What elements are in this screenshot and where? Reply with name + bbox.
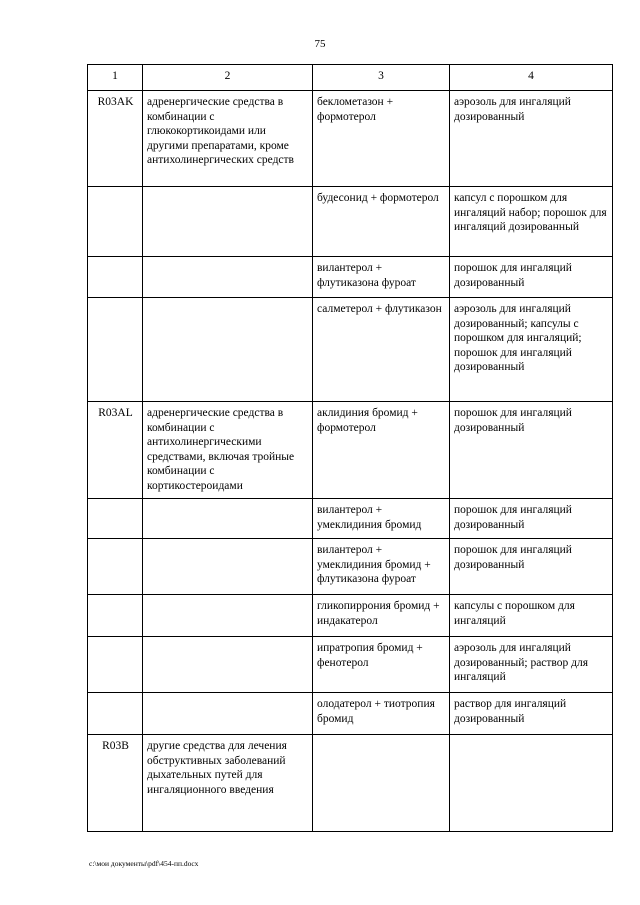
dosage-form-cell: капсул с порошком для ингаляций набор; порошок для ингаляций дозированный	[450, 187, 613, 257]
table-row	[88, 637, 613, 693]
table-row	[88, 257, 613, 298]
dosage-form-cell: порошок для ингаляций дозированный	[450, 257, 613, 298]
dosage-form-cell: аэрозоль для ингаляций дозированный; капсулы с порошком для ингаляций; порошок для ингаляций дозированный	[450, 298, 613, 402]
group-description-cell	[143, 595, 313, 637]
group-description-cell: адренергические средства в комбинации с антихолинергическими средствами, включая тройные комбинации с кортикостероидами	[143, 402, 313, 499]
page-number: 75	[314, 38, 326, 50]
atc-code-cell	[88, 187, 143, 257]
drug-name-cell: вилантерол + умеклидиния бромид + флутиказона фуроат	[313, 539, 450, 595]
table-row	[88, 298, 613, 402]
column-header: 4	[450, 65, 613, 91]
dosage-form-cell: порошок для ингаляций дозированный	[450, 402, 613, 499]
dosage-form-cell: аэрозоль для ингаляций дозированный	[450, 91, 613, 187]
atc-code-cell	[88, 257, 143, 298]
drug-name-cell: ипратропия бромид + фенотерол	[313, 637, 450, 693]
group-description-cell: адренергические средства в комбинации с глюкокортикоидами или другими препаратами, кроме антихолинергических средств	[143, 91, 313, 187]
group-description-cell	[143, 693, 313, 735]
table-header-row	[88, 65, 613, 91]
atc-code-cell: R03AK	[88, 91, 143, 187]
group-description-cell	[143, 637, 313, 693]
table-row	[88, 735, 613, 832]
group-description-cell	[143, 539, 313, 595]
table-body	[88, 91, 613, 832]
column-header: 2	[143, 65, 313, 91]
table-row	[88, 91, 613, 187]
dosage-form-cell	[450, 735, 613, 832]
dosage-form-cell: порошок для ингаляций дозированный	[450, 499, 613, 539]
dosage-form-cell: капсулы с порошком для ингаляций	[450, 595, 613, 637]
dosage-form-cell: раствор для ингаляций дозированный	[450, 693, 613, 735]
table-row	[88, 499, 613, 539]
atc-code-cell	[88, 499, 143, 539]
table-row	[88, 595, 613, 637]
table-row	[88, 187, 613, 257]
drug-name-cell: вилантерол + флутиказона фуроат	[313, 257, 450, 298]
drug-table	[87, 64, 613, 832]
group-description-cell	[143, 499, 313, 539]
drug-name-cell: олодатерол + тиотропия бромид	[313, 693, 450, 735]
drug-name-cell: беклометазон + формотерол	[313, 91, 450, 187]
atc-code-cell	[88, 298, 143, 402]
table-row	[88, 693, 613, 735]
dosage-form-cell: аэрозоль для ингаляций дозированный; раствор для ингаляций	[450, 637, 613, 693]
drug-name-cell: аклидиния бромид + формотерол	[313, 402, 450, 499]
atc-code-cell	[88, 693, 143, 735]
dosage-form-cell: порошок для ингаляций дозированный	[450, 539, 613, 595]
atc-code-cell: R03B	[88, 735, 143, 832]
column-header: 3	[313, 65, 450, 91]
group-description-cell	[143, 298, 313, 402]
group-description-cell	[143, 187, 313, 257]
column-header: 1	[88, 65, 143, 91]
atc-code-cell	[88, 637, 143, 693]
drug-name-cell: гликопиррония бромид + индакатерол	[313, 595, 450, 637]
table-row	[88, 539, 613, 595]
atc-code-cell	[88, 539, 143, 595]
table-row	[88, 402, 613, 499]
group-description-cell	[143, 257, 313, 298]
drug-name-cell: салметерол + флутиказон	[313, 298, 450, 402]
drug-name-cell	[313, 735, 450, 832]
group-description-cell: другие средства для лечения обструктивных заболеваний дыхательных путей для ингаляционного введения	[143, 735, 313, 832]
atc-code-cell: R03AL	[88, 402, 143, 499]
footer-file-path: c:\мои документы\pdf\454-пп.docx	[89, 859, 199, 868]
drug-name-cell: вилантерол + умеклидиния бромид	[313, 499, 450, 539]
drug-name-cell: будесонид + формотерол	[313, 187, 450, 257]
atc-code-cell	[88, 595, 143, 637]
